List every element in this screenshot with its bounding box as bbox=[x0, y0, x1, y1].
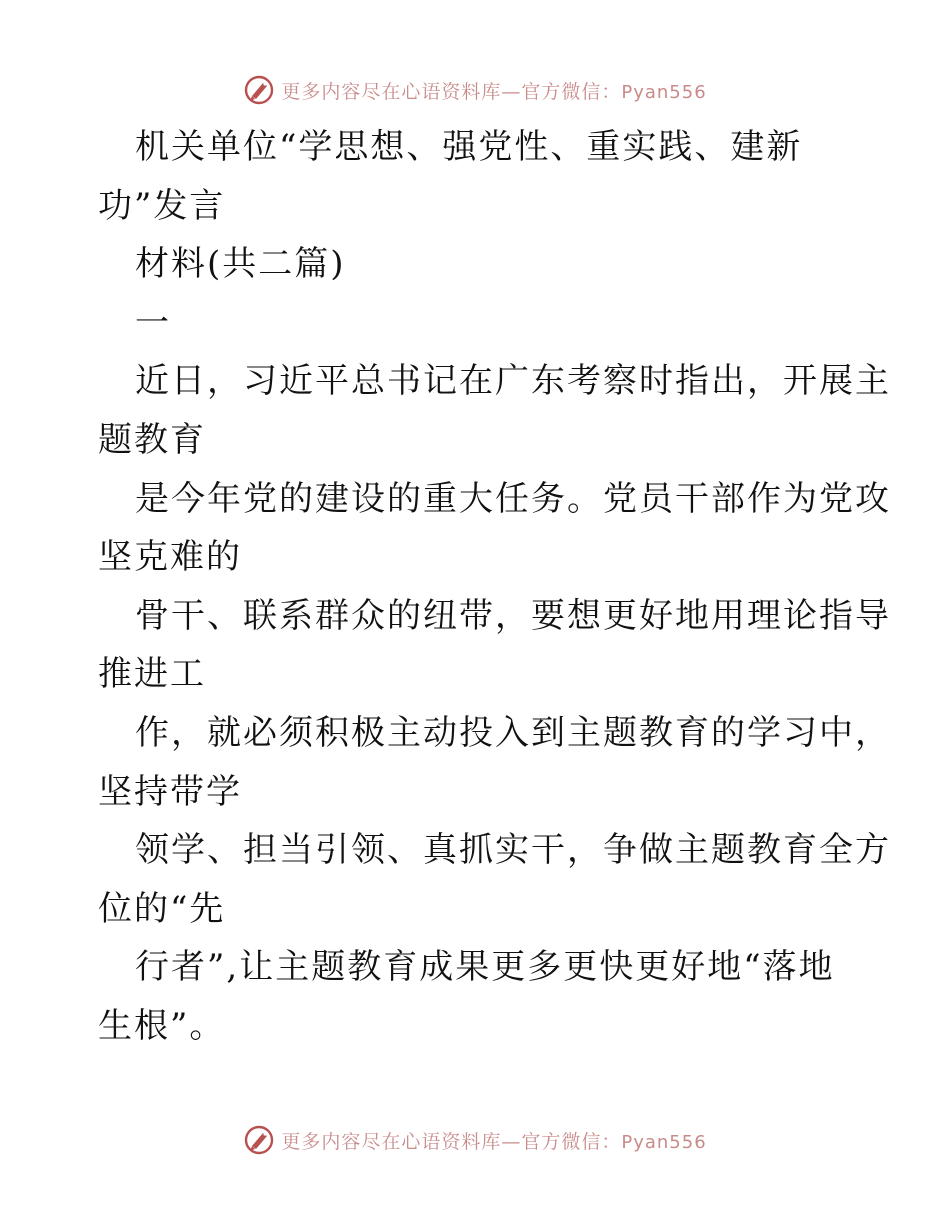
pen-logo-icon bbox=[243, 74, 275, 106]
text-line: 骨干、联系群众的纽带，要想更好地用理论指导 bbox=[135, 595, 891, 636]
pen-logo-icon bbox=[243, 1124, 275, 1156]
text-line: 生根”。 bbox=[98, 1005, 226, 1046]
text-line: 一 bbox=[135, 302, 171, 343]
document-body bbox=[98, 118, 891, 1056]
header-banner bbox=[0, 70, 950, 110]
text-line: 行者”,让主题教育成果更多更快更好地“落地 bbox=[135, 947, 835, 988]
text-line: 坚克难的 bbox=[98, 537, 242, 578]
text-line: 材料(共二篇) bbox=[135, 244, 346, 285]
footer-banner bbox=[0, 1120, 950, 1160]
text-line: 作，就必须积极主动投入到主题教育的学习中， bbox=[135, 712, 891, 753]
text-line: 近日，习近平总书记在广东考察时指出，开展主 bbox=[135, 361, 891, 402]
text-line: 推进工 bbox=[98, 654, 206, 695]
text-line: 机关单位“学思想、强党性、重实践、建新 bbox=[135, 127, 803, 167]
text-line: 领学、担当引领、真抓实干，争做主题教育全方 bbox=[135, 830, 891, 871]
wechat-id: Pyan556 bbox=[621, 1131, 707, 1153]
footer-banner-text: 更多内容尽在心语资料库—官方微信：Pyan556 bbox=[281, 1130, 707, 1153]
text-line: 坚持带学 bbox=[98, 771, 242, 812]
header-banner-text: 更多内容尽在心语资料库—官方微信：Pyan556 bbox=[281, 80, 707, 103]
wechat-id: Pyan556 bbox=[621, 81, 707, 103]
text-line: 是今年党的建设的重大任务。党员干部作为党攻 bbox=[135, 478, 891, 519]
text-line: 题教育 bbox=[98, 419, 206, 460]
text-line: 位的“先 bbox=[98, 888, 226, 929]
text-line: 功”发言 bbox=[98, 185, 226, 226]
